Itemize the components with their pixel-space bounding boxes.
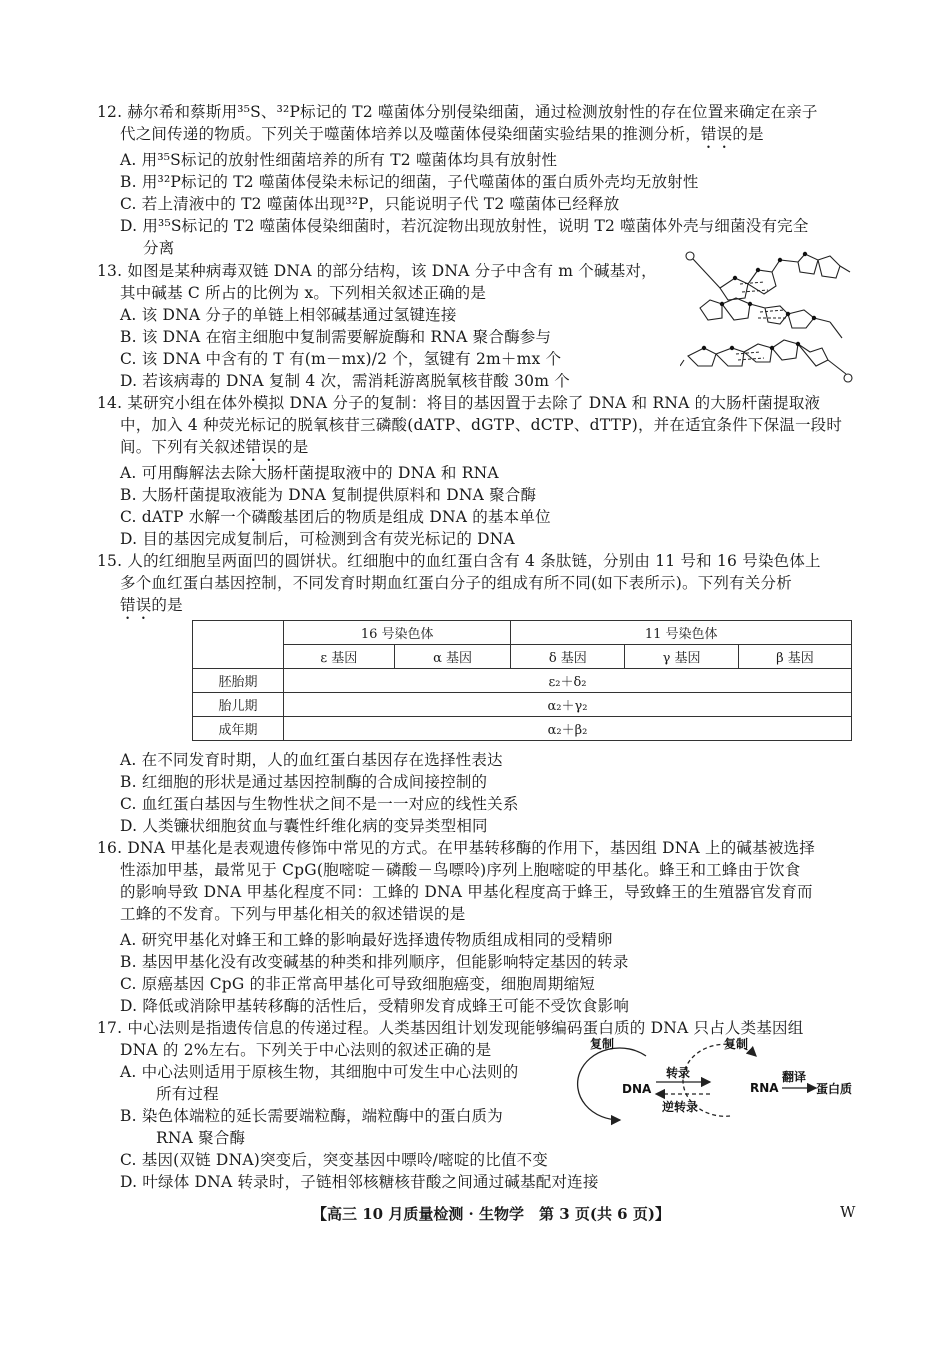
table-row <box>193 669 852 693</box>
q17-option-a-cont: 所有过程 <box>156 1085 219 1103</box>
table-corner <box>193 621 284 669</box>
table-header-row <box>193 621 852 645</box>
central-dogma-diagram <box>560 1036 860 1144</box>
q13-line-2: 其中碱基 C 所占的比例为 x。下列相关叙述正确的是 <box>120 284 487 302</box>
q16-line-1: 16. DNA 甲基化是表观遗传修饰中常见的方式。在甲基转移酶的作用下，基因组 DNA 上的碱基被选择 <box>97 839 815 857</box>
q16-line-2: 性添加甲基，最常见于 CpG(胞嘧啶－磷酸－鸟嘌呤)序列上胞嘧啶的甲基化。蜂王和工蜂由于饮食 <box>120 861 801 879</box>
q17-option-b: B. 染色体端粒的延长需要端粒酶，端粒酶中的蛋白质为 <box>120 1107 503 1125</box>
q13-option-d: D. 若该病毒的 DNA 复制 4 次，需消耗游离脱氧核苷酸 30m 个 <box>120 372 570 390</box>
gene-beta: β 基因 <box>738 645 851 669</box>
dna-label: DNA <box>622 1082 652 1096</box>
q12-line-2: 代之间传递的物质。下列关于噬菌体培养以及噬菌体侵染细菌实验结果的推测分析，错误的是 <box>120 125 764 143</box>
q16-option-b: B. 基因甲基化没有改变碱基的种类和排列顺序，但能影响特定基因的转录 <box>120 953 629 971</box>
table-row <box>193 693 852 717</box>
q12-option-b: B. 用³²P标记的 T2 噬菌体侵染未标记的细菌，子代噬菌体的蛋白质外壳均无放射性 <box>120 173 699 191</box>
q17-option-d: D. 叶绿体 DNA 转录时，子链相邻核糖核苷酸之间通过碱基配对连接 <box>120 1173 599 1191</box>
transcription-label: 转录 <box>666 1066 691 1080</box>
protein-label: 蛋白质 <box>816 1082 853 1096</box>
gene-delta: δ 基因 <box>511 645 625 669</box>
q14-option-a: A. 可用酶解法去除大肠杆菌提取液中的 DNA 和 RNA <box>120 464 499 482</box>
q14-line-2: 中，加入 4 种荧光标记的脱氧核苷三磷酸(dATP、dGTP、dCTP、dTTP)，并在适宜条件下保温一段时 <box>120 416 843 434</box>
replication-label-dna: 复制 <box>590 1037 615 1051</box>
q15-option-c: C. 血红蛋白基因与生物性状之间不是一一对应的线性关系 <box>120 795 519 813</box>
table-gene-row <box>193 645 852 669</box>
dna-structure-diagram <box>680 248 858 388</box>
q16-option-d: D. 降低或消除甲基转移酶的活性后，受精卵发育成蜂王可能不受饮食影响 <box>120 997 630 1015</box>
q12-option-a: A. 用³⁵S标记的放射性细菌培养的所有 T2 噬菌体均具有放射性 <box>120 151 558 169</box>
q14-option-c: C. dATP 水解一个磷酸基团后的物质是组成 DNA 的基本单位 <box>120 508 551 526</box>
hemoglobin-table <box>192 620 852 741</box>
q12-option-c: C. 若上清液中的 T2 噬菌体出现³²P，只能说明子代 T2 噬菌体已经释放 <box>120 195 620 213</box>
stage-cell: 胎儿期 <box>193 693 284 717</box>
q17-option-b-cont: RNA 聚合酶 <box>156 1129 246 1147</box>
q12-line-1: 12. 赫尔希和蔡斯用³⁵S、³²P标记的 T2 噬菌体分别侵染细菌，通过检测放射性的存在位置来确定在亲子 <box>97 103 818 121</box>
q17-line-2: DNA 的 2%左右。下列关于中心法则的叙述正确的是 <box>120 1041 492 1059</box>
q16-option-a: A. 研究甲基化对蜂王和工蜂的影响最好选择遗传物质组成相同的受精卵 <box>120 931 613 949</box>
chr16-header: 16 号染色体 <box>284 621 511 645</box>
composition-cell: α₂＋γ₂ <box>284 693 852 717</box>
q14-option-b: B. 大肠杆菌提取液能为 DNA 复制提供原料和 DNA 聚合酶 <box>120 486 537 504</box>
q12-option-d-cont: 分离 <box>143 239 175 257</box>
q15-line-2: 多个血红蛋白基因控制，不同发育时期血红蛋白分子的组成有所不同(如下表所示)。下列有关分析 <box>120 574 792 592</box>
q13-option-a: A. 该 DNA 分子的单链上相邻碱基通过氢键连接 <box>120 306 457 324</box>
translation-label: 翻译 <box>782 1070 807 1084</box>
q12-option-d: D. 用³⁵S标记的 T2 噬菌体侵染细菌时，若沉淀物出现放射性，说明 T2 噬菌体外壳与细菌没有完全 <box>120 217 809 235</box>
q14-line-1: 14. 某研究小组在体外模拟 DNA 分子的复制：将目的基因置于去除了 DNA 和 RNA 的大肠杆菌提取液 <box>97 394 821 412</box>
stage-cell: 成年期 <box>193 717 284 741</box>
stage-cell: 胚胎期 <box>193 669 284 693</box>
q17-option-c: C. 基因(双链 DNA)突变后，突变基因中嘌呤/嘧啶的比值不变 <box>120 1151 548 1169</box>
gene-gamma: γ 基因 <box>625 645 739 669</box>
table-row <box>193 717 852 741</box>
q13-line-1: 13. 如图是某种病毒双链 DNA 的部分结构，该 DNA 分子中含有 m 个碱基对， <box>97 262 657 280</box>
q15-option-b: B. 红细胞的形状是通过基因控制酶的合成间接控制的 <box>120 773 488 791</box>
replication-label-rna: 复制 <box>724 1037 749 1051</box>
composition-cell: ε₂＋δ₂ <box>284 669 852 693</box>
q15-option-a: A. 在不同发育时期，人的血红蛋白基因存在选择性表达 <box>120 751 503 769</box>
rna-label: RNA <box>750 1081 779 1095</box>
reverse-transcription-label: 逆转录 <box>662 1100 699 1114</box>
q14-line-3: 间。下列有关叙述错误的是 <box>120 438 309 456</box>
q13-option-c: C. 该 DNA 中含有的 T 有(m－mx)/2 个，氢键有 2m＋mx 个 <box>120 350 562 368</box>
q16-option-c: C. 原癌基因 CpG 的非正常高甲基化可导致细胞癌变，细胞周期缩短 <box>120 975 595 993</box>
footer-version-mark: W <box>840 1203 856 1221</box>
composition-cell: α₂＋β₂ <box>284 717 852 741</box>
q16-line-4: 工蜂的不发育。下列与甲基化相关的叙述错误的是 <box>120 905 466 923</box>
q17-line-1: 17. 中心法则是指遗传信息的传递过程。人类基因组计划发现能够编码蛋白质的 DNA 只占人类基因组 <box>97 1019 804 1037</box>
chr11-header: 11 号染色体 <box>511 621 852 645</box>
q16-line-3: 的影响导致 DNA 甲基化程度不同：工蜂的 DNA 甲基化程度高于蜂王，导致蜂王的生殖器官发育而 <box>120 883 813 901</box>
q13-option-b: B. 该 DNA 在宿主细胞中复制需要解旋酶和 RNA 聚合酶参与 <box>120 328 552 346</box>
q15-option-d: D. 人类镰状细胞贫血与囊性纤维化病的变异类型相同 <box>120 817 488 835</box>
q15-line-3: 错误的是 <box>120 596 183 614</box>
page-footer: 【高三 10 月质量检测 · 生物学 第 3 页(共 6 页)】 <box>312 1205 670 1223</box>
q15-line-1: 15. 人的红细胞呈两面凹的圆饼状。红细胞中的血红蛋白含有 4 条肽链，分别由 11 号和 16 号染色体上 <box>97 552 821 570</box>
gene-alpha: α 基因 <box>394 645 511 669</box>
gene-epsilon: ε 基因 <box>284 645 395 669</box>
q17-option-a: A. 中心法则适用于原核生物，其细胞中可发生中心法则的 <box>120 1063 519 1081</box>
q14-option-d: D. 目的基因完成复制后，可检测到含有荧光标记的 DNA <box>120 530 515 548</box>
